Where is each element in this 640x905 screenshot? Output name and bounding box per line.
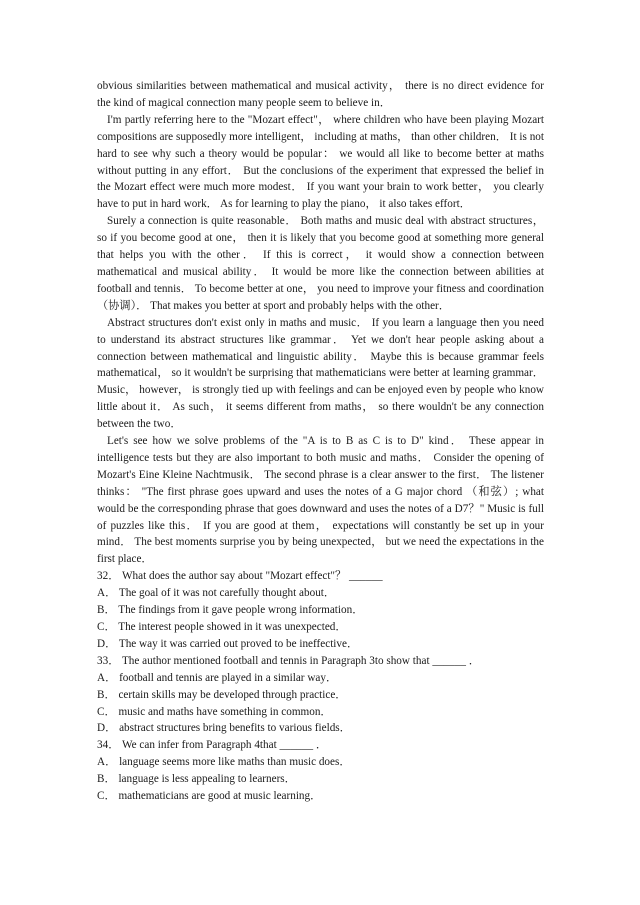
passage-paragraph-1: obvious similarities between mathematical and musical activity， there is no direct evidence for the kind of magical connection many people seem to believe in． xyxy=(97,80,544,109)
question-34-text: 34． We can infer from Paragraph 4that xyxy=(97,739,277,752)
option-a: A． language seems more like maths than music does． xyxy=(97,756,351,769)
question-stem xyxy=(97,737,544,754)
passage-paragraph-4: Abstract structures don't exist only in maths and music． If you learn a language then you need to understand its abstract structures like grammar． Yet we don't hear people asking about a connection between mathematical and linguistic ability． Maybe this is because grammar feels mathematical， so it wouldn't be surprising that mathematicians were better at learning grammar． Music， however， is strongly tied up with feelings and can be enjoyed even by people who know little about it． As such， it seems different from maths， so there wouldn't be any connection between the two． xyxy=(97,316,544,431)
option-c: C． The interest people showed in it was unexpected． xyxy=(97,621,347,633)
option-c: C． music and maths have something in common． xyxy=(97,705,332,718)
document-page xyxy=(97,78,544,805)
answer-blank[interactable]: ______ xyxy=(279,739,314,752)
question-stem xyxy=(97,568,544,585)
passage-paragraph-2: I'm partly referring here to the "Mozart effect"， where children who have been playing Mozart compositions are supposedly more intelligent， including at maths， than other children． It is not hard to see why such a theory would be popular： we would all like to become better at maths without putting in any effort． But the conclusions of the experiment that expressed the belief in the Mozart effect were much more modest． If you want your brain to work better， you clearly have to put in hard work． As for learning to play the piano， it also takes effort． xyxy=(97,113,544,211)
question-33-text: 33． The author mentioned football and tennis in Paragraph 3to show that xyxy=(97,654,430,667)
question-33 xyxy=(97,653,544,738)
option-a: A． The goal of it was not carefully thought about． xyxy=(97,587,336,600)
question-tail: ． xyxy=(315,739,328,752)
option-d: D． abstract structures bring benefits to various fields． xyxy=(97,722,351,735)
option-b: B． The findings from it gave people wrong information． xyxy=(97,604,364,617)
question-32 xyxy=(97,568,544,653)
option-c: C． mathematicians are good at music learning． xyxy=(97,790,322,803)
passage-paragraph-5: Let's see how we solve problems of the "A is to B as C is to D" kind． These appear in intelligence tests but they are also important to both music and maths． Consider the opening of Mozart's Eine Kleine Nachtmusik． The second phrase is a clear answer to the first． The listener thinks： "The first phrase goes upward and uses the notes of a G major chord （和弦）; what would be the corresponding phrase that goes downward and uses the notes of a D7？" Music is full of puzzles like this． If you are good at them， expectations will constantly be set up in your mind． The best moments surprise you by being unexpected， but we need the expectations in the first place． xyxy=(97,435,544,566)
option-b: B． certain skills may be developed through practice． xyxy=(97,688,347,701)
answer-blank[interactable]: ______ xyxy=(348,570,383,583)
passage-paragraph-3: Surely a connection is quite reasonable． Both maths and music deal with abstract structures，so if you become good at one， then it is likely that you become good at something more general that helps you with the other． If this is correct， it would show a connection between mathematical and musical ability． It would be more like the connection between abilities at football and tennis． To become better at one， you need to improve your fitness and coordination （协调）． That makes you better at sport and probably helps with the other． xyxy=(97,215,544,312)
question-32-text: 32． What does the author say about "Mozart effect"？ xyxy=(97,570,347,583)
option-d: D． The way it was carried out proved to be ineffective． xyxy=(97,637,359,650)
answer-blank[interactable]: ______ xyxy=(432,654,466,667)
option-b: B． language is less appealing to learners． xyxy=(97,773,296,786)
option-a: A． football and tennis are played in a similar way． xyxy=(97,671,338,684)
question-stem xyxy=(97,653,544,670)
question-34 xyxy=(97,737,544,805)
question-tail: ． xyxy=(468,654,480,667)
